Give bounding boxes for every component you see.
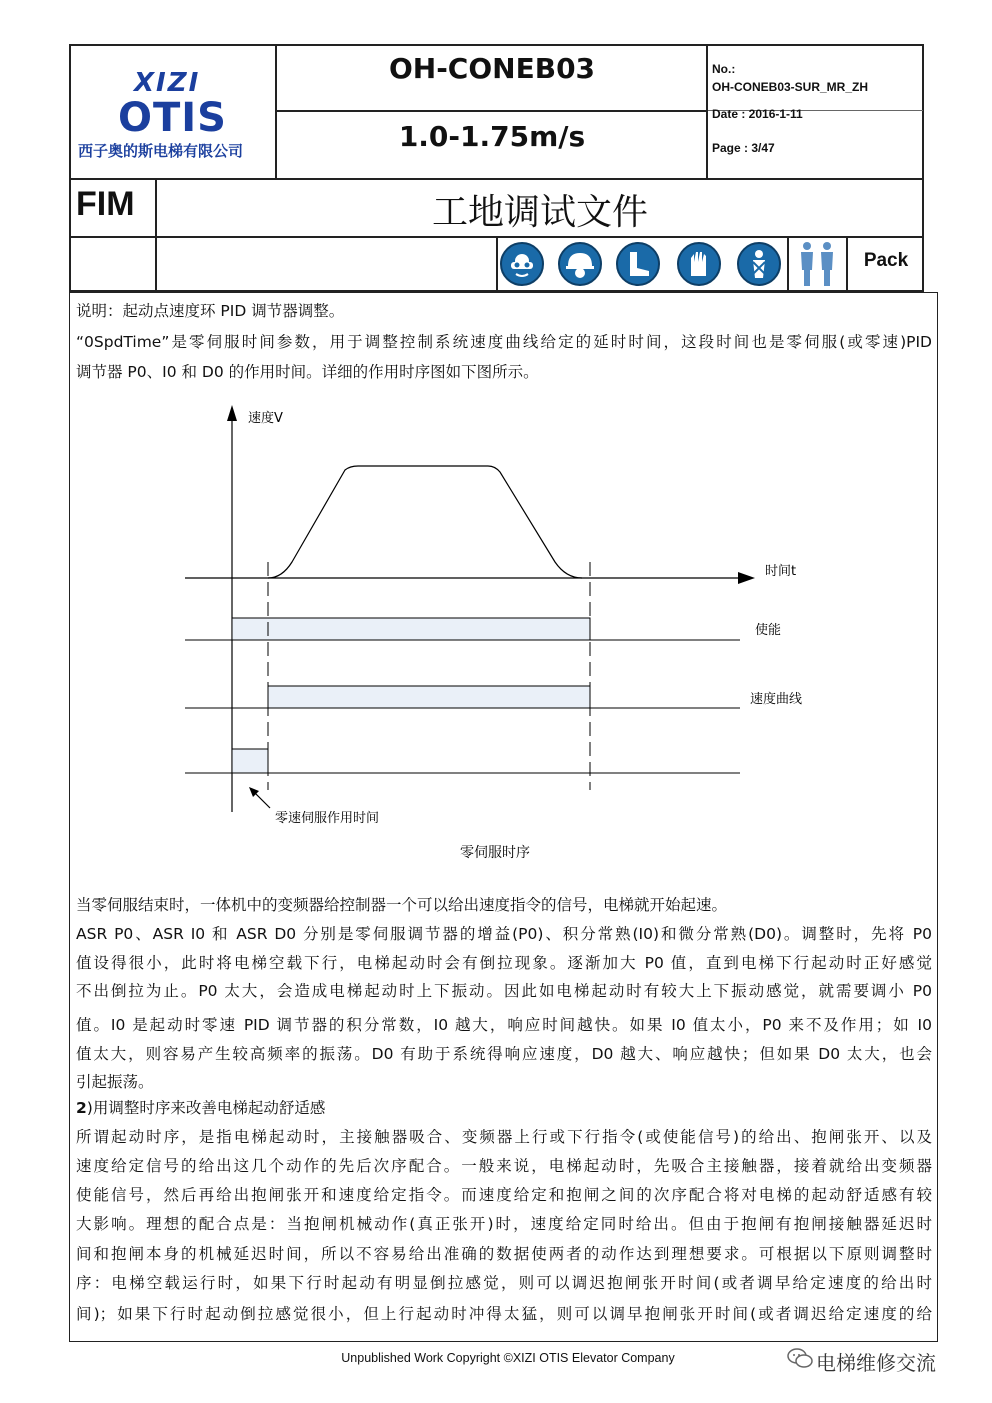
intro-line: 说明：起动点速度环 PID 调节器调整。 <box>76 302 345 320</box>
paragraph-line: 间)；如果下行时起动倒拉感觉很小，但上行起动时冲得太猛，则可以调早抱闸张开时间(或者调迟给定速度的给 <box>76 1305 932 1323</box>
section-heading <box>76 1094 932 1122</box>
paragraph-line: 值设得很小，此时将电梯空载下行，电梯起动时会有倒拉现象。逐渐加大 P0 值，直到电梯下行起动时正好感觉 <box>76 954 932 972</box>
y-axis-label: 速度V <box>248 411 283 426</box>
section-heading-number: 2 <box>76 1099 87 1117</box>
doc-no-value: OH-CONEB03-SUR_MR_ZH <box>712 80 869 94</box>
model-number: OH-CONEB03 <box>388 52 596 85</box>
logo-company-name: 西子奥的斯电梯有限公司 <box>78 142 244 160</box>
watermark-text: 电梯维修交流 <box>816 1351 936 1375</box>
doc-page: Page : 3/47 <box>712 141 775 155</box>
diagram-caption: 零伺服时序 <box>460 845 530 861</box>
paragraph-line: 速度给定信号的给出这几个动作的先后次序配合。一般来说，电梯起动时，先吸合主接触器，接着就给出变频器 <box>76 1157 932 1175</box>
annotation-arrow-line <box>254 792 270 808</box>
paragraph-line: 序：电梯空载运行时，如果下行时起动有明显倒拉感觉，则可以调迟抱闸张开时间(或者调早给定速度的给出时 <box>76 1274 932 1292</box>
speed-curve-pulse <box>268 686 590 708</box>
enable-label: 使能 <box>755 623 782 638</box>
doc-no-label: No.: <box>712 62 736 76</box>
fim-label: FIM <box>76 185 135 223</box>
paragraph-line: 不出倒拉为止。P0 太大，会造成电梯起动时上下振动。因此如电梯起动时有较大上下振动感觉，就需要调小 P0 <box>76 982 932 1000</box>
paragraph-line: 所谓起动时序，是指电梯起动时，主接触器吸合、变频器上行或下行指令(或使能信号)的给出、抱闸张开、以及 <box>76 1128 932 1146</box>
logo-xizi: XIZI <box>134 68 201 98</box>
doc-date: Date : 2016-1-11 <box>712 107 803 121</box>
wechat-icon <box>786 1346 814 1374</box>
logo-otis: OTIS <box>118 95 227 141</box>
pack-label: Pack <box>863 250 909 271</box>
document-title: 工地调试文件 <box>431 192 648 233</box>
speed-range: 1.0-1.75m/s <box>398 120 586 153</box>
paragraph-line: 值。I0 是起动时零速 PID 调节器的积分常数，I0 越大，响应时间越快。如果 I0 值太小，P0 来不及作用；如 I0 <box>76 1016 932 1034</box>
speed-curve <box>268 466 582 578</box>
paragraph-line: 当零伺服结束时，一体机中的变频器给控制器一个可以给出速度指令的信号，电梯就开始起速。 <box>76 896 728 914</box>
x-axis-arrow <box>738 572 755 584</box>
paragraph-line: 间和抱闸本身的机械延迟时间，所以不容易给出准确的数据使两者的动作达到理想要求。可根据以下原则调整时 <box>76 1245 932 1263</box>
paragraph-line: 使能信号，然后再给出抱闸张开和速度给定指令。而速度给定和抱闸之间的次序配合将对电梯的起动舒适感有较 <box>76 1186 932 1204</box>
speed-curve-label: 速度曲线 <box>750 692 803 707</box>
paragraph-line: 大影响。理想的配合点是：当抱闸机械动作(真正张开)时，速度给定同时给出。但由于抱闸有抱闸接触器延迟时 <box>76 1215 932 1233</box>
zero-servo-note: 零速伺服作用时间 <box>275 811 380 826</box>
zero-servo-pulse <box>232 749 268 773</box>
section-heading-text: )用调整时序来改善电梯起动舒适感 <box>86 1099 326 1117</box>
paragraph-line: ASR P0、ASR I0 和 ASR D0 分别是零伺服调节器的增益(P0)、积分常熟(I0)和微分常熟(D0)。调整时，先将 P0 <box>76 925 932 943</box>
intro-line: “0SpdTime”是零伺服时间参数，用于调整控制系统速度曲线给定的延时时间，这段时间也是零伺服(或零速)PID <box>76 333 932 351</box>
intro-line: 调节器 P0、I0 和 D0 的作用时间。详细的作用时序图如下图所示。 <box>76 363 539 381</box>
copyright-footer: Unpublished Work Copyright ©XIZI OTIS Elevator Company <box>341 1351 675 1365</box>
x-axis-label: 时间t <box>765 564 797 579</box>
y-axis-arrow <box>227 405 237 421</box>
enable-pulse <box>232 618 590 640</box>
paragraph-line: 值太大，则容易产生较高频率的振荡。D0 有助于系统得响应速度，D0 越大、响应越快；但如果 D0 太大，也会 <box>76 1045 932 1063</box>
paragraph-line: 引起振荡。 <box>76 1073 154 1091</box>
